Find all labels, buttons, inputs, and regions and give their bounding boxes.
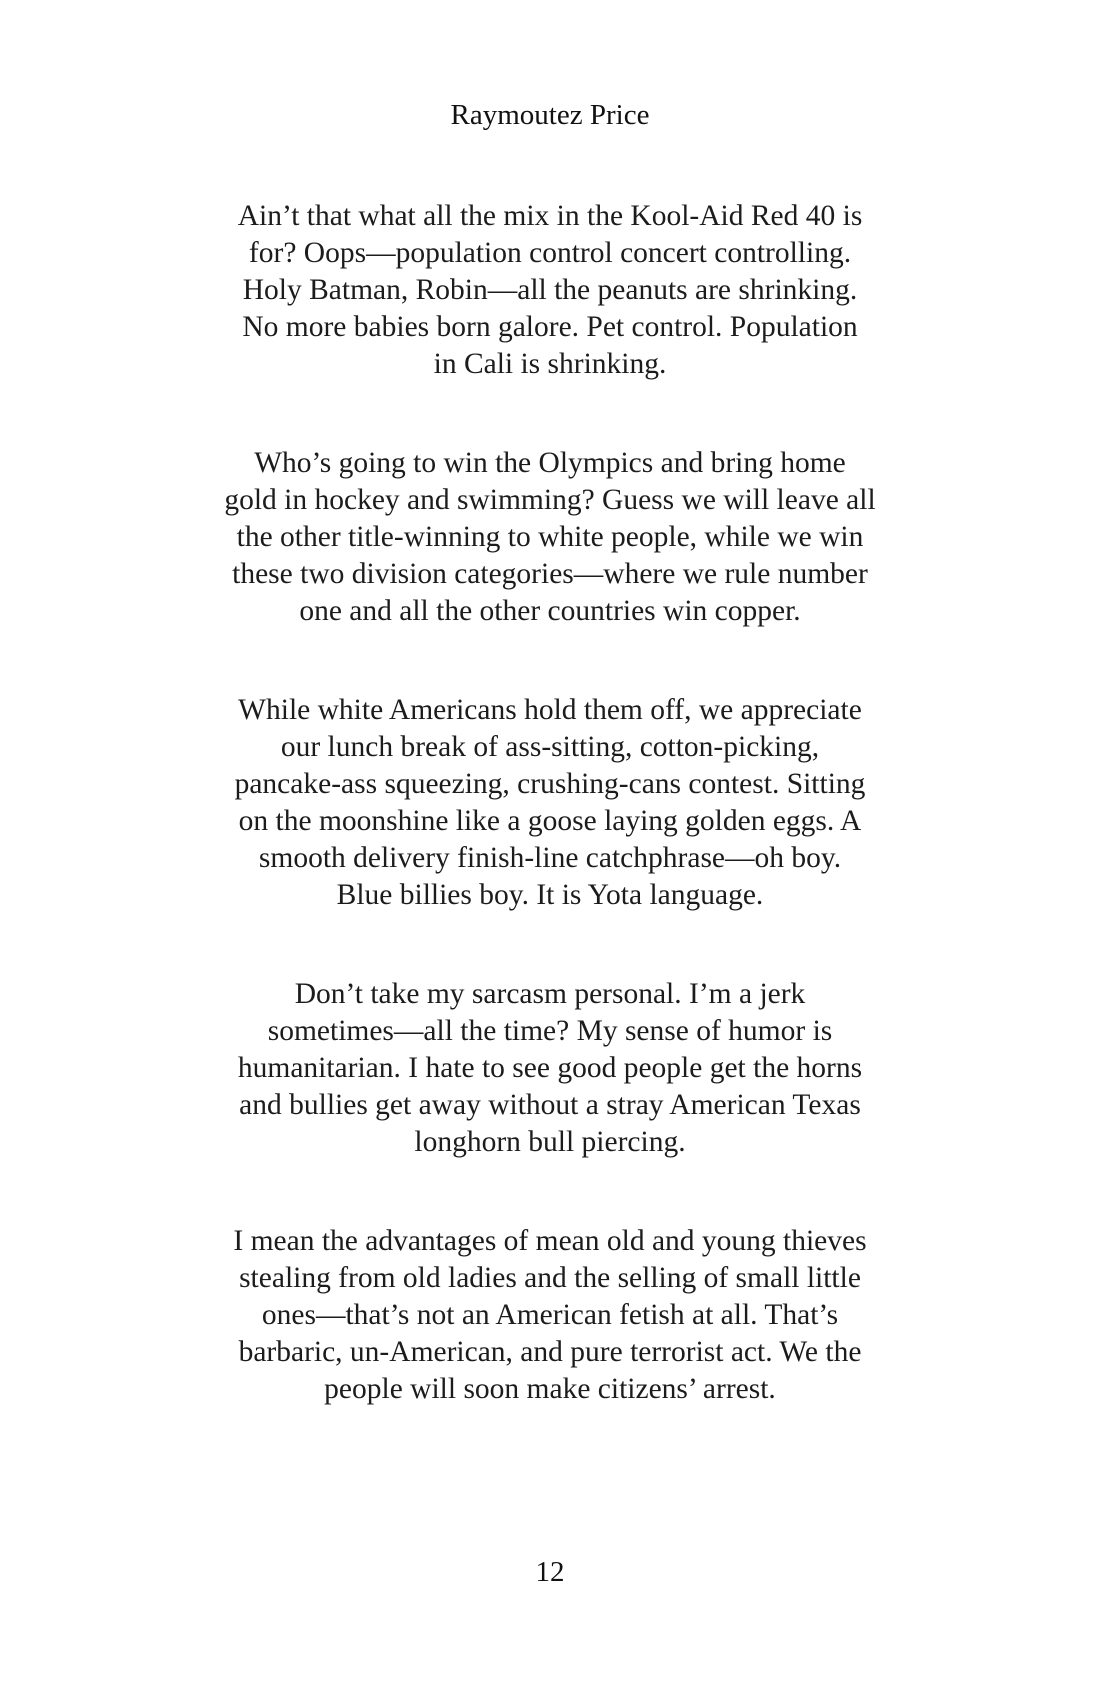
stanza-4 (185, 976, 915, 1161)
stanza-line: stealing from old ladies and the selling of small little (239, 1262, 861, 1294)
poem-body (185, 198, 915, 1470)
stanza-line: No more babies born galore. Pet control. Population (242, 311, 858, 343)
stanza-line: in Cali is shrinking. (433, 348, 667, 380)
stanza-line: these two division categories—where we rule number (232, 558, 868, 590)
stanza-line: gold in hockey and swimming? Guess we will leave all (224, 484, 876, 516)
stanza-line: I mean the advantages of mean old and young thieves (233, 1225, 867, 1257)
stanza-line: Blue billies boy. It is Yota language. (336, 879, 764, 911)
stanza-line: on the moonshine like a goose laying golden eggs. A (238, 805, 862, 837)
running-header-author: Raymoutez Price (450, 99, 650, 131)
stanza-line: and bullies get away without a stray American Texas (239, 1089, 861, 1121)
stanza-line: smooth delivery finish-line catchphrase—oh boy. (258, 842, 842, 874)
stanza-line: ones—that’s not an American fetish at all. That’s (261, 1299, 839, 1331)
stanza-line: people will soon make citizens’ arrest. (324, 1373, 776, 1405)
stanza-line: Holy Batman, Robin—all the peanuts are shrinking. (242, 274, 858, 306)
stanza-line: for? Oops—population control concert controlling. (248, 237, 852, 269)
stanza-line: longhorn bull piercing. (414, 1126, 686, 1158)
stanza-line: Don’t take my sarcasm personal. I’m a jerk (294, 978, 806, 1010)
stanza-line: pancake-ass squeezing, crushing-cans contest. Sitting (234, 768, 866, 800)
stanza-line: our lunch break of ass-sitting, cotton-picking, (280, 731, 820, 763)
stanza-5 (185, 1223, 915, 1408)
stanza-line: the other title-winning to white people, while we win (236, 521, 864, 553)
page-number: 12 (535, 1556, 565, 1588)
stanza-2 (185, 445, 915, 630)
stanza-1 (185, 198, 915, 383)
stanza-line: Who’s going to win the Olympics and bring home (254, 447, 846, 479)
stanza-line: Ain’t that what all the mix in the Kool-Aid Red 40 is (237, 200, 863, 232)
stanza-line: one and all the other countries win copper. (299, 595, 801, 627)
stanza-line: barbaric, un-American, and pure terrorist act. We the (238, 1336, 862, 1368)
stanza-3 (185, 692, 915, 914)
stanza-line: humanitarian. I hate to see good people get the horns (237, 1052, 863, 1084)
stanza-line: While white Americans hold them off, we appreciate (238, 694, 862, 726)
stanza-line: sometimes—all the time? My sense of humor is (267, 1015, 833, 1047)
